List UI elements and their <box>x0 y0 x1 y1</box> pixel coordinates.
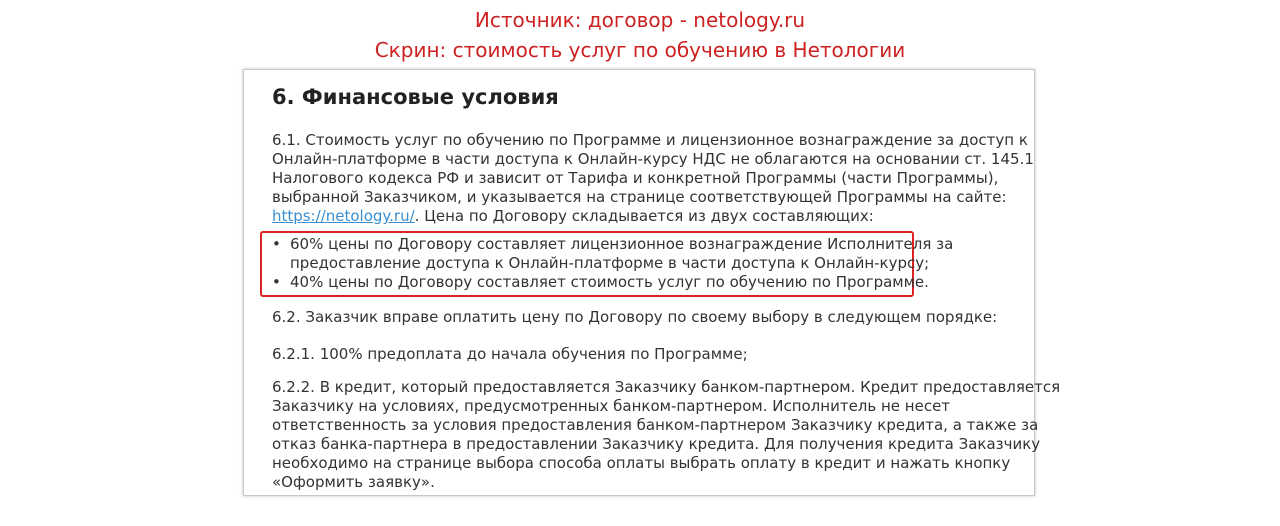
paragraph-line: Онлайн-платформе в части доступа к Онлайн-курсу НДС не облагаются на основании ст. 145.1 <box>272 150 1034 168</box>
paragraph-6-2-2 <box>272 378 1060 492</box>
paragraph-6-2-1 <box>272 345 748 364</box>
paragraph-line: выбранной Заказчиком, и указывается на странице соответствующей Программы на сайте: <box>272 188 1007 206</box>
bullet-marker: • <box>272 235 281 253</box>
paragraph-line-with-link <box>272 207 1034 226</box>
price-breakdown-list <box>272 235 953 292</box>
source-caption: Источник: договор - netology.ru <box>474 8 806 32</box>
paragraph-line: ответственность за условия предоставления банком-партнером Заказчику кредита, а также за <box>272 416 1039 434</box>
paragraph-line: Налогового кодекса РФ и зависит от Тарифа и конкретной Программы (части Программы), <box>272 169 999 187</box>
paragraph-line: 6.2.2. В кредит, который предоставляется Заказчику банком-партнером. Кредит предоставляется <box>272 378 1061 396</box>
netology-link[interactable]: https://netology.ru/ <box>272 207 415 225</box>
paragraph-line: 6.2.1. 100% предоплата до начала обучения по Программе; <box>272 345 748 363</box>
paragraph-line: Заказчику на условиях, предусмотренных банком-партнером. Исполнитель не несет <box>272 397 951 415</box>
list-item <box>272 273 953 292</box>
paragraph-line: 6.2. Заказчик вправе оплатить цену по Договору по своему выбору в следующем порядке: <box>272 308 998 326</box>
section-title: 6. Финансовые условия <box>272 85 559 109</box>
paragraph-line: отказ банка-партнера в предоставлении Заказчику кредита. Для получения кредита Заказчику <box>272 435 1041 453</box>
paragraph-line: 6.1. Стоимость услуг по обучению по Программе и лицензионное вознаграждение за доступ к <box>272 131 1028 149</box>
list-item-line: 40% цены по Договору составляет стоимость услуг по обучению по Программе. <box>290 273 929 291</box>
list-item <box>272 235 953 273</box>
bullet-marker: • <box>272 273 281 291</box>
paragraph-line-tail: . Цена по Договору складывается из двух составляющих: <box>414 207 874 225</box>
document-screenshot <box>243 69 1061 496</box>
screenshot-caption: Скрин: стоимость услуг по обучению в Нетологии <box>374 38 906 62</box>
paragraph-6-1 <box>272 131 1034 226</box>
paragraph-line: необходимо на странице выбора способа оплаты выбрать оплату в кредит и нажать кнопку <box>272 454 1011 472</box>
paragraph-line: «Оформить заявку». <box>272 473 435 491</box>
list-item-line: 60% цены по Договору составляет лицензионное вознаграждение Исполнителя за <box>290 235 954 253</box>
paragraph-6-2 <box>272 308 997 327</box>
list-item-line: предоставление доступа к Онлайн-платформе в части доступа к Онлайн-курсу; <box>290 254 930 272</box>
